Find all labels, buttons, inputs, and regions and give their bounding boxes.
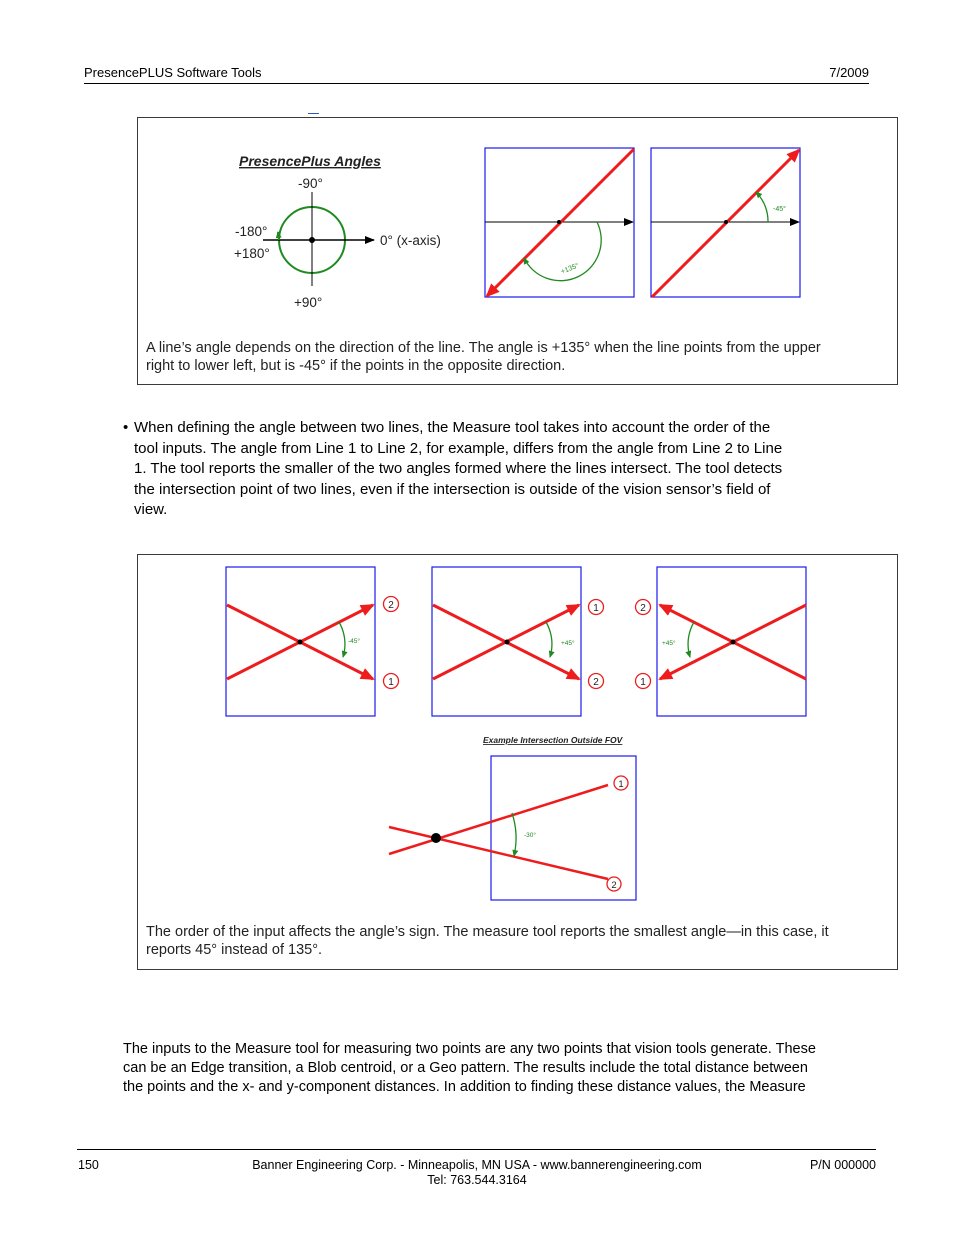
panel1-angle-label: +135° xyxy=(560,262,580,276)
footer-rule xyxy=(77,1149,876,1150)
panel-d-angle-arc xyxy=(512,813,516,856)
panel-d-label-bottom: 2 xyxy=(611,880,617,891)
panel-b-angle: +45° xyxy=(561,640,575,647)
angles-title: PresencePlus Angles xyxy=(239,153,381,169)
figure2-caption-line1: The order of the input affects the angle’s sign. The measure tool reports the smallest angle—in this case, it xyxy=(146,924,829,940)
origin-dot xyxy=(309,237,315,243)
footer-company: Banner Engineering Corp. - Minneapolis, MN USA - www.bannerengineering.com xyxy=(252,1158,702,1172)
panel-d-label-top: 1 xyxy=(618,779,624,790)
panel-a-label-top: 2 xyxy=(388,600,394,611)
wrap-arrow xyxy=(278,232,279,240)
label-plus-180: +180° xyxy=(234,246,270,261)
header-date: 7/2009 xyxy=(829,65,869,80)
panel-d-line-1 xyxy=(389,785,608,854)
panel-a-angle: -45° xyxy=(348,638,360,645)
panel1-intersection xyxy=(557,220,561,224)
figure-angles xyxy=(137,117,898,385)
paragraph-line-3: the points and the x- and y-component distances. In addition to finding these distance values, the Measure xyxy=(123,1079,806,1095)
label-zero-axis: 0° (x-axis) xyxy=(380,233,441,248)
panel-a-angle-arc xyxy=(339,622,345,657)
panel-a-label-bottom: 1 xyxy=(388,677,394,688)
link-underline xyxy=(308,113,319,114)
panel-c-label-top: 2 xyxy=(640,603,646,614)
bullet-line-3: 1. The tool reports the smaller of the two angles formed where the lines intersect. The tool detects xyxy=(134,460,783,477)
bullet-line-4: the intersection point of two lines, even if the intersection is outside of the vision sensor’s field of xyxy=(134,480,771,498)
label-minus-90: -90° xyxy=(298,176,323,191)
page-number: 150 xyxy=(78,1158,99,1172)
panel-c-intersection xyxy=(731,640,736,645)
line-order-diagram xyxy=(138,555,897,969)
figure1-caption-line1: A line’s angle depends on the direction of the line. The angle is +135° when the line points from the upper xyxy=(146,340,821,356)
header-rule xyxy=(84,83,869,84)
footer-phone: Tel: 763.544.3164 xyxy=(427,1173,527,1187)
bullet-line-2: tool inputs. The angle from Line 1 to Line 2, for example, differs from the angle from Line 2 to Line xyxy=(134,439,783,457)
label-minus-180: -180° xyxy=(235,224,268,239)
bullet-line-5: view. xyxy=(134,501,168,518)
paragraph-line-2: can be an Edge transition, a Blob centroid, or a Geo pattern. The results include the total distance between xyxy=(123,1060,808,1076)
bullet-line-1: When defining the angle between two lines, the Measure tool takes into account the order of the xyxy=(134,419,771,436)
panel-b-intersection xyxy=(505,640,510,645)
panel-b-label-bottom: 2 xyxy=(593,677,599,688)
figure1-caption-line2: right to lower left, but is -45° if the points in the opposite direction. xyxy=(146,358,566,374)
panel2-angle-arc xyxy=(756,192,768,222)
label-plus-90: +90° xyxy=(294,295,323,310)
panel2-intersection xyxy=(724,220,728,224)
part-number: P/N 000000 xyxy=(809,1158,876,1172)
panel-b-label-top: 1 xyxy=(593,603,599,614)
header-title: PresencePLUS Software Tools xyxy=(84,65,262,80)
paragraph-line-1: The inputs to the Measure tool for measuring two points are any two points that vision tools generate. These xyxy=(123,1041,816,1057)
figure-line-order xyxy=(137,554,898,970)
figure2-caption-line2: reports 45° instead of 135°. xyxy=(146,942,323,958)
panel-b-angle-arc xyxy=(546,622,552,657)
panel-c-angle: +45° xyxy=(662,640,676,647)
panel-c-angle-arc xyxy=(688,622,694,657)
panel2-angle-label: -45° xyxy=(773,206,786,213)
bullet-marker: • xyxy=(123,419,129,436)
example-title: Example Intersection Outside FOV xyxy=(483,735,623,745)
panel-d-angle: -30° xyxy=(524,832,536,839)
panel-c-label-bottom: 1 xyxy=(640,677,646,688)
panel-d-intersection xyxy=(431,833,441,843)
panel-a-intersection xyxy=(298,640,303,645)
panel-d-line-2 xyxy=(389,827,608,879)
